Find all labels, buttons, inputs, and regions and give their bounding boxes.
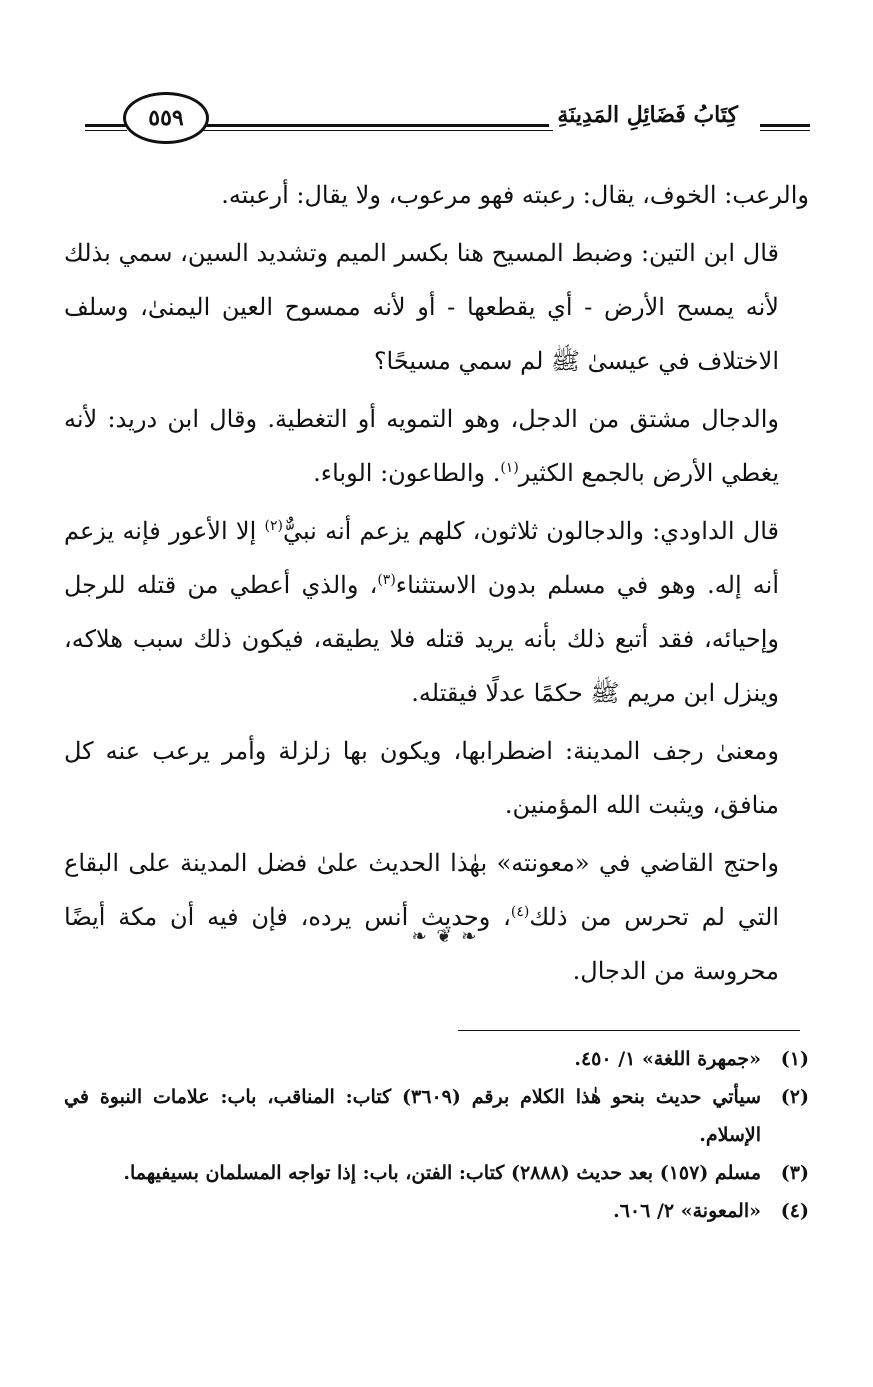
header-rule-right	[760, 124, 810, 127]
paragraph	[64, 724, 809, 832]
paragraph	[64, 392, 809, 500]
footnote-ref[interactable]: (٣)	[377, 572, 396, 588]
paragraph	[64, 504, 809, 720]
paragraph-text: قال ابن التين: وضبط المسيح هنا بكسر الميم وتشديد السين، سمي بذلك لأنه يمسح الأرض - أي يقطعها - أو لأنه ممسوح العين اليمنىٰ، وسلف الاختلاف في عيسىٰ ﷺ لم سمي مسيحًا؟	[64, 239, 779, 375]
paragraph	[64, 226, 809, 388]
header-rule-right-thin	[760, 130, 810, 131]
footnote-text: «المعونة» ٢/ ٦٠٦.	[613, 1200, 761, 1222]
main-text	[64, 168, 809, 998]
footnote-number: (٢)	[780, 1086, 809, 1108]
footnotes	[64, 1040, 809, 1230]
footnote-text: سيأتي حديث بنحو هٰذا الكلام برقم (٣٦٠٩) كتاب: المناقب، باب: علامات النبوة في الإسلام.	[64, 1086, 761, 1146]
paragraph-text: واحتج القاضي في «معونته» بهٰذا الحديث علىٰ فضل المدينة على البقاع التي لم تحرس من ذلك	[64, 849, 779, 931]
footnote	[64, 1040, 809, 1078]
footnote-number: (٣)	[780, 1162, 809, 1184]
footnote-number: (١)	[780, 1048, 809, 1070]
footnote	[64, 1192, 809, 1230]
page-number: ٥٥٩	[123, 92, 209, 144]
ornament-glyphs: ❧ ❦ ❧	[411, 925, 479, 947]
paragraph-text: ، وحديث أنس يرده، فإن فيه أن مكة أيضًا محروسة من الدجال.	[64, 903, 779, 985]
paragraph-text: والدجال مشتق من الدجل، وهو التمويه أو التغطية. وقال ابن دريد: لأنه يغطي الأرض بالجمع الكثير	[64, 405, 779, 487]
paragraph-text: قال الداودي: والدجالون ثلاثون، كلهم يزعم أنه نبيٌّ	[282, 517, 779, 545]
footnote-text: «جمهرة اللغة» ١/ ٤٥٠.	[574, 1048, 761, 1070]
footnote-separator	[458, 1030, 800, 1031]
footnote-ref[interactable]: (١)	[500, 460, 519, 476]
footnote-ref[interactable]: (٤)	[510, 904, 530, 920]
header-rule-middle-thin	[203, 130, 553, 131]
footnote	[64, 1154, 809, 1192]
paragraph-text: ومعنىٰ رجف المدينة: اضطرابها، ويكون بها زلزلة وأمر يرعب عنه كل منافق، ويثبت الله المؤمنين.	[64, 737, 779, 819]
footnote-number: (٤)	[780, 1200, 809, 1222]
paragraph-text: إلا الأعور فإنه يزعم أنه إله. وهو في مسلم بدون الاستثناء	[64, 517, 780, 599]
paragraph-text: والرعب: الخوف، يقال: رعبته فهو مرعوب، ولا يقال: أرعبته.	[221, 181, 809, 209]
paragraph-text: . والطاعون: الوباء.	[313, 459, 501, 487]
footnote-text: مسلم (١٥٧) بعد حديث (٢٨٨٨) كتاب: الفتن، باب: إذا تواجه المسلمان بسيفيهما.	[123, 1162, 761, 1184]
footnote-ref[interactable]: (٢)	[264, 518, 283, 534]
paragraph	[64, 836, 809, 998]
paragraph-text: ، والذي أعطي من قتله للرجل وإحيائه، فقد أتبع ذلك بأنه يريد قتله فلا يطيقه، فيكون ذلك سبب هلاكه، وينزل ابن مريم ﷺ حكمًا عدلًا فيقتله.	[64, 571, 779, 707]
section-ornament	[330, 924, 560, 948]
running-header	[85, 90, 810, 154]
header-title: كِتَابُ فَضَائِلِ المَدِينَةِ	[549, 102, 746, 128]
header-rule-left	[85, 124, 127, 127]
header-rule-middle	[203, 124, 553, 127]
footnote	[64, 1078, 809, 1154]
header-rule-left-thin	[85, 130, 127, 131]
paragraph	[64, 168, 809, 222]
